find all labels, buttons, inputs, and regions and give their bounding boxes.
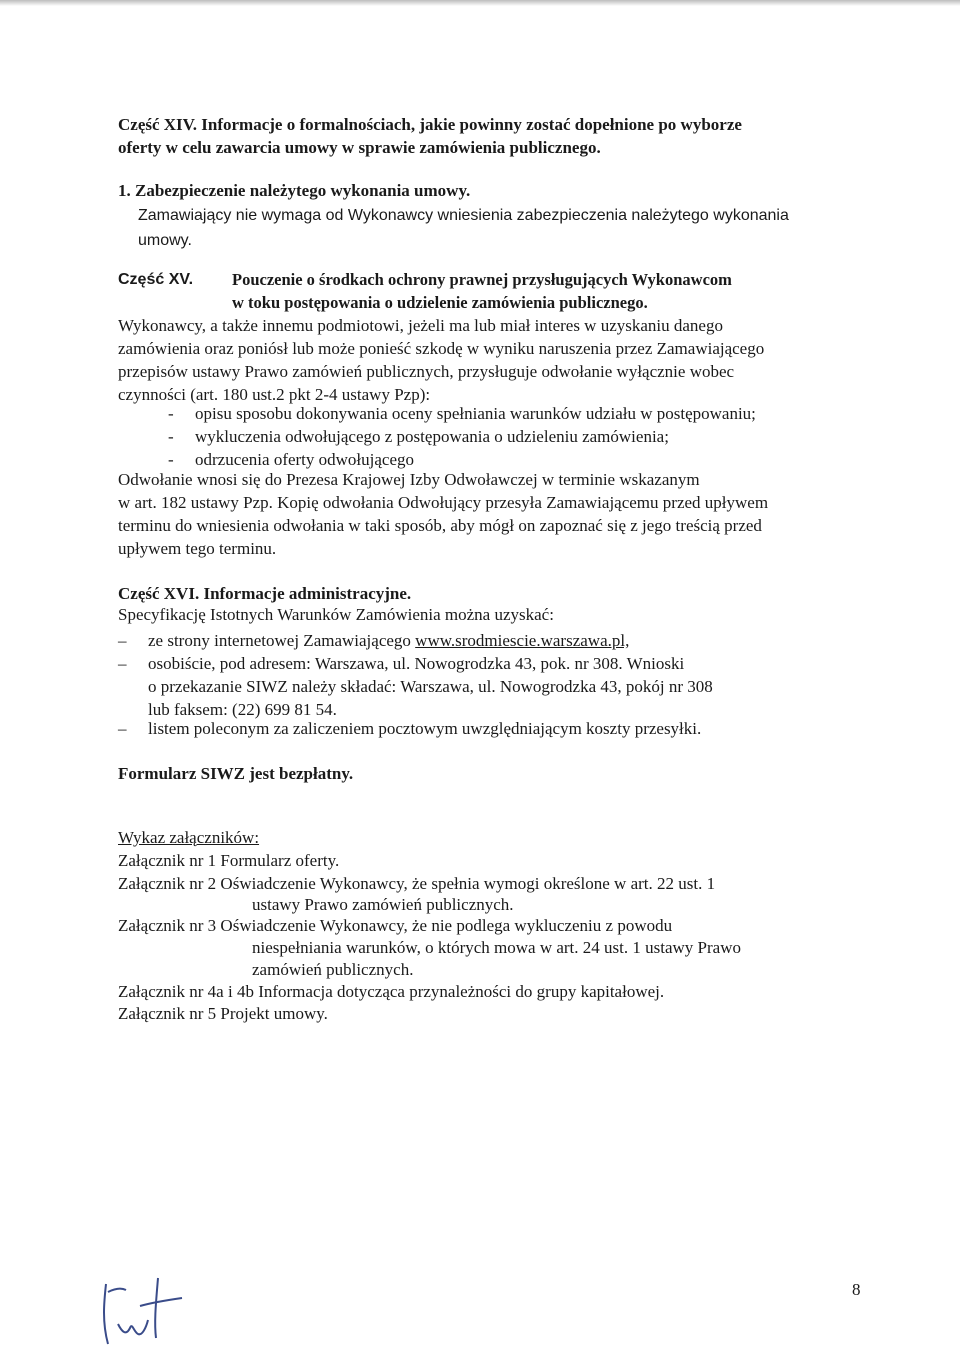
attachment-5: Załącznik nr 5 Projekt umowy.: [118, 1004, 328, 1023]
bullet-dash: –: [118, 719, 127, 738]
section-15-para1-line3: przepisów ustawy Prawo zamówień publicznych, przysługuje odwołanie wyłącznie wobec: [118, 362, 735, 381]
section-16-bullet2-line3: lub faksem: (22) 699 81 54.: [148, 700, 337, 719]
section-15-para2-line4: upływem tego terminu.: [118, 539, 277, 558]
section-15-title-line2: w toku postępowania o udzielenie zamówienia publicznego.: [232, 293, 648, 312]
section-15-bullet1: opisu sposobu dokonywania oceny spełniania warunków udziału w postępowaniu;: [195, 404, 756, 423]
section-15-para1-line1: Wykonawcy, a także innemu podmiotowi, jeżeli ma lub miał interes w uzyskaniu danego: [118, 316, 723, 335]
bullet-dash: –: [118, 654, 127, 673]
website-link[interactable]: www.srodmiescie.warszawa.pl,: [415, 631, 630, 650]
section-15-para2-line3: terminu do wniesienia odwołania w taki sposób, aby mógł on zapoznać się z jego treścią przed: [118, 516, 762, 535]
handwritten-signature: [96, 1272, 186, 1352]
section-16-bullet1: [148, 629, 629, 652]
attachment-3-line2: niespełniania warunków, o których mowa w art. 24 ust. 1 ustawy Prawo: [252, 938, 741, 957]
siwz-free-note: Formularz SIWZ jest bezpłatny.: [118, 764, 354, 783]
scan-top-edge: [0, 0, 960, 6]
section-15-para1-line4: czynności (art. 180 ust.2 pkt 2-4 ustawy Pzp):: [118, 385, 431, 404]
attachment-4: Załącznik nr 4a i 4b Informacja dotycząca przynależności do grupy kapitałowej.: [118, 982, 665, 1001]
section-16-intro: Specyfikację Istotnych Warunków Zamówienia można uzyskać:: [118, 605, 554, 624]
section-14-item1-text1: Zamawiający nie wymaga od Wykonawcy wniesienia zabezpieczenia należytego wykonania: [138, 207, 789, 224]
attachment-3-line1: Załącznik nr 3 Oświadczenie Wykonawcy, że nie podlega wykluczeniu z powodu: [118, 916, 673, 935]
section-15-bullet2: wykluczenia odwołującego z postępowania o udzieleniu zamówienia;: [195, 427, 669, 446]
attachment-1: Załącznik nr 1 Formularz oferty.: [118, 851, 340, 870]
section-16-heading: Część XVI. Informacje administracyjne.: [118, 584, 412, 603]
attachment-3-line3: zamówień publicznych.: [252, 960, 414, 979]
bullet-dash: –: [118, 631, 127, 650]
section-15-para2-line1: Odwołanie wnosi się do Prezesa Krajowej Izby Odwoławczej w terminie wskazanym: [118, 470, 700, 489]
section-14-item1-text2: umowy.: [138, 232, 192, 249]
section-16-bullet3: listem poleconym za zaliczeniem pocztowym uwzględniającym koszty przesyłki.: [148, 719, 702, 738]
section-15-title-line1: Pouczenie o środkach ochrony prawnej przysługujących Wykonawcom: [232, 270, 732, 289]
attachments-heading: Wykaz załączników:: [118, 828, 260, 847]
section-15-bullet3: odrzucenia oferty odwołującego: [195, 450, 415, 469]
section-14-heading-line1: Część XIV. Informacje o formalnościach, jakie powinny zostać dopełnione po wyborze: [118, 115, 742, 134]
page-number: 8: [852, 1280, 861, 1299]
attachment-2-line2: ustawy Prawo zamówień publicznych.: [252, 895, 514, 914]
bullet-dash: -: [168, 450, 174, 469]
bullet-dash: -: [168, 404, 174, 423]
section-16-bullet2-line1: osobiście, pod adresem: Warszawa, ul. Nowogrodzka 43, pok. nr 308. Wnioski: [148, 654, 685, 673]
bullet-dash: -: [168, 427, 174, 446]
section-15-para2-line2: w art. 182 ustawy Pzp. Kopię odwołania Odwołujący przesyła Zamawiającemu przed upływem: [118, 493, 769, 512]
section-16-bullet1-text: ze strony internetowej Zamawiającego: [148, 631, 416, 650]
section-15-para1-line2: zamówienia oraz poniósł lub może ponieść szkodę w wyniku naruszenia przez Zamawiającego: [118, 339, 765, 358]
attachment-2-line1: Załącznik nr 2 Oświadczenie Wykonawcy, że spełnia wymogi określone w art. 22 ust. 1: [118, 874, 716, 893]
section-16-bullet2-line2: o przekazanie SIWZ należy składać: Warszawa, ul. Nowogrodzka 43, pokój nr 308: [148, 677, 713, 696]
section-15-label: Część XV.: [118, 271, 194, 288]
section-14-item1-title: 1. Zabezpieczenie należytego wykonania umowy.: [118, 181, 471, 200]
section-14-heading-line2: oferty w celu zawarcia umowy w sprawie zamówienia publicznego.: [118, 138, 601, 157]
